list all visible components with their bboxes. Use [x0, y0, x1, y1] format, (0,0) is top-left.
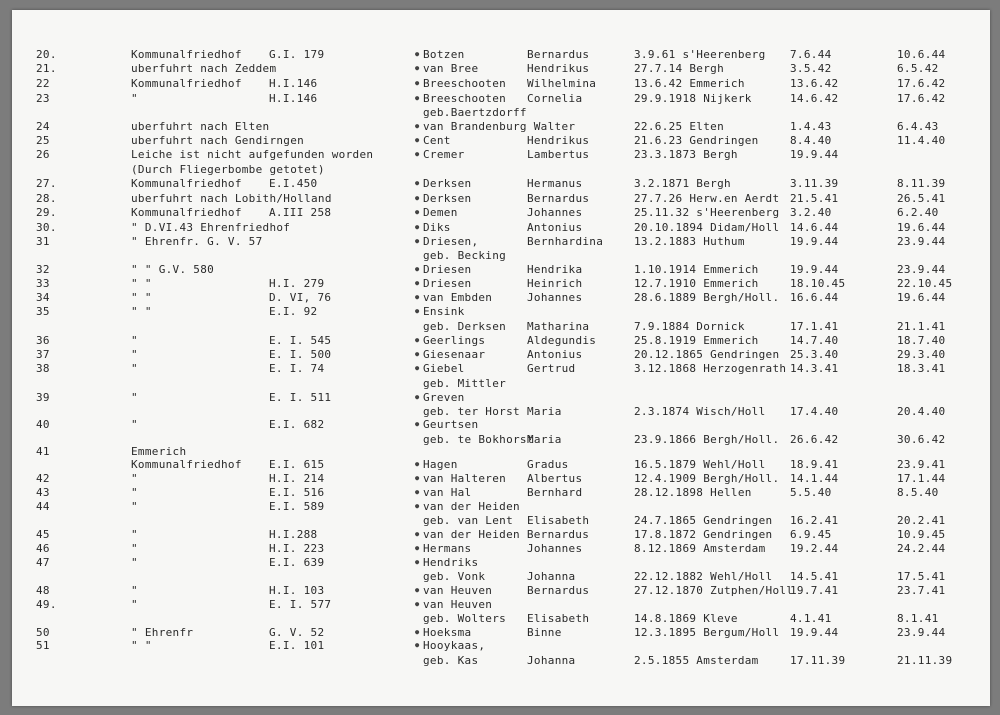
birth-info: 24.7.1865 Gendringen — [634, 514, 773, 527]
birth-info: 22.6.25 Elten — [634, 120, 724, 133]
row-number: 43 — [36, 486, 50, 499]
row-number: 34 — [36, 291, 50, 304]
bullet-mark-icon: ● — [415, 265, 420, 273]
death-date: 19.2.44 — [790, 542, 839, 555]
bullet-mark-icon: ● — [415, 64, 420, 72]
given-name: Gertrud — [527, 362, 576, 375]
given-name: Johannes — [527, 291, 583, 304]
birth-info: 23.3.1873 Bergh — [634, 148, 738, 161]
birth-info: 3.12.1868 Herzogenrath — [634, 362, 787, 375]
bullet-mark-icon: ● — [415, 364, 420, 372]
surname: van der Heiden Bernardus — [423, 528, 590, 541]
surname: geb. Vonk — [423, 570, 486, 583]
bullet-mark-icon: ● — [415, 600, 420, 608]
surname: Hoeksma — [423, 626, 472, 639]
given-name: Gradus — [527, 458, 569, 471]
cemetery-text: Emmerich — [131, 445, 187, 458]
surname: geb. Kas — [423, 654, 479, 667]
surname: van der Heiden — [423, 500, 520, 513]
burial-date: 23.9.44 — [897, 235, 946, 248]
cemetery-text: " — [131, 334, 138, 347]
death-date: 18.10.45 — [790, 277, 846, 290]
given-name: Cornelia — [527, 92, 583, 105]
surname: Hagen — [423, 458, 458, 471]
surname: van Heuven — [423, 584, 493, 597]
birth-info: 3.9.61 s'Heerenberg — [634, 48, 766, 61]
burial-date: 29.3.40 — [897, 348, 946, 361]
surname: Hendriks — [423, 556, 479, 569]
given-name: Bernardus — [527, 48, 590, 61]
bullet-mark-icon: ● — [415, 122, 420, 130]
surname: geb. Wolters — [423, 612, 507, 625]
burial-date: 24.2.44 — [897, 542, 946, 555]
birth-info: 20.12.1865 Gendringen — [634, 348, 780, 361]
burial-date: 11.4.40 — [897, 134, 946, 147]
cemetery-text: " " G.V. 580 — [131, 263, 215, 276]
surname: van Bree — [423, 62, 479, 75]
birth-info: 25.11.32 s'Heerenberg — [634, 206, 780, 219]
cemetery-text: Kommunalfriedhof — [131, 77, 242, 90]
bullet-mark-icon: ● — [415, 350, 420, 358]
surname: Driesen, — [423, 235, 479, 248]
surname: Breeschooten — [423, 77, 507, 90]
given-name: Lambertus — [527, 148, 590, 161]
death-date: 19.7.41 — [790, 584, 839, 597]
grave-location: E.I.450 — [269, 177, 318, 190]
bullet-mark-icon: ● — [415, 336, 420, 344]
burial-date: 23.7.41 — [897, 584, 946, 597]
birth-info: 22.12.1882 Wehl/Holl — [634, 570, 773, 583]
row-number: 39 — [36, 391, 50, 404]
death-date: 7.6.44 — [790, 48, 832, 61]
cemetery-text: " " — [131, 277, 152, 290]
row-number: 25 — [36, 134, 50, 147]
birth-info: 3.2.1871 Bergh — [634, 177, 731, 190]
row-number: 28. — [36, 192, 57, 205]
surname: Driesen — [423, 277, 472, 290]
grave-location: E.I. 589 — [269, 500, 325, 513]
grave-location: E.I. 101 — [269, 639, 325, 652]
surname: Derksen — [423, 177, 472, 190]
cemetery-text: uberfuhrt nach Elten — [131, 120, 270, 133]
given-name: Maria — [527, 433, 562, 446]
given-name: Antonius — [527, 348, 583, 361]
burial-date: 18.3.41 — [897, 362, 946, 375]
burial-date: 30.6.42 — [897, 433, 946, 446]
cemetery-text: (Durch Fliegerbombe getotet) — [131, 163, 325, 176]
surname: Hooykaas, — [423, 639, 486, 652]
grave-location: E. I. 545 — [269, 334, 332, 347]
birth-info: 27.12.1870 Zutphen/Holl — [634, 584, 794, 597]
birth-info: 14.8.1869 Kleve — [634, 612, 738, 625]
death-date: 13.6.42 — [790, 77, 839, 90]
given-name: Hendrika — [527, 263, 583, 276]
death-date: 14.5.41 — [790, 570, 839, 583]
given-name: Johanna — [527, 570, 576, 583]
burial-date: 17.6.42 — [897, 77, 946, 90]
surname: Geurtsen — [423, 418, 479, 431]
surname: Giebel — [423, 362, 465, 375]
bullet-mark-icon: ● — [415, 586, 420, 594]
birth-info: 12.7.1910 Emmerich — [634, 277, 759, 290]
cemetery-text: " — [131, 542, 138, 555]
cemetery-text: Kommunalfriedhof — [131, 48, 242, 61]
death-date: 25.3.40 — [790, 348, 839, 361]
bullet-mark-icon: ● — [415, 558, 420, 566]
surname: Hermans — [423, 542, 472, 555]
bullet-mark-icon: ● — [415, 420, 420, 428]
burial-date: 6.2.40 — [897, 206, 939, 219]
cemetery-text: " — [131, 92, 138, 105]
burial-date: 22.10.45 — [897, 277, 953, 290]
given-name: Elisabeth — [527, 514, 590, 527]
grave-location: E. I. 74 — [269, 362, 325, 375]
cemetery-text: uberfuhrt nach Lobith/Holland — [131, 192, 332, 205]
surname: Geerlings — [423, 334, 486, 347]
bullet-mark-icon: ● — [415, 307, 420, 315]
surname: geb. Mittler — [423, 377, 507, 390]
birth-info: 13.6.42 Emmerich — [634, 77, 745, 90]
surname: Greven — [423, 391, 465, 404]
row-number: 37 — [36, 348, 50, 361]
grave-location: E.I. 615 — [269, 458, 325, 471]
death-date: 18.9.41 — [790, 458, 839, 471]
bullet-mark-icon: ● — [415, 488, 420, 496]
death-date: 14.6.42 — [790, 92, 839, 105]
birth-info: 23.9.1866 Bergh/Holl. — [634, 433, 780, 446]
death-date: 17.11.39 — [790, 654, 846, 667]
birth-info: 12.3.1895 Bergum/Holl — [634, 626, 780, 639]
row-number: 30. — [36, 221, 57, 234]
birth-info: 20.10.1894 Didam/Holl — [634, 221, 780, 234]
birth-info: 2.5.1855 Amsterdam — [634, 654, 759, 667]
row-number: 42 — [36, 472, 50, 485]
row-number: 36 — [36, 334, 50, 347]
death-date: 26.6.42 — [790, 433, 839, 446]
surname: van Embden — [423, 291, 493, 304]
bullet-mark-icon: ● — [415, 79, 420, 87]
cemetery-text: " D.VI.43 Ehrenfriedhof — [131, 221, 291, 234]
surname: geb. Derksen — [423, 320, 507, 333]
death-date: 19.9.44 — [790, 263, 839, 276]
given-name: Matharina — [527, 320, 590, 333]
burial-date: 17.5.41 — [897, 570, 946, 583]
bullet-mark-icon: ● — [415, 150, 420, 158]
birth-info: 12.4.1909 Bergh/Holl. — [634, 472, 780, 485]
bullet-mark-icon: ● — [415, 628, 420, 636]
birth-info: 13.2.1883 Huthum — [634, 235, 745, 248]
cemetery-text: " Ehrenfr — [131, 626, 194, 639]
surname: Driesen — [423, 263, 472, 276]
death-date: 19.9.44 — [790, 235, 839, 248]
burial-date: 17.1.44 — [897, 472, 946, 485]
cemetery-text: " Ehrenfr. G. V. 57 — [131, 235, 263, 248]
bullet-mark-icon: ● — [415, 223, 420, 231]
row-number: 38 — [36, 362, 50, 375]
cemetery-text: " — [131, 418, 138, 431]
burial-date: 10.6.44 — [897, 48, 946, 61]
death-date: 14.1.44 — [790, 472, 839, 485]
grave-location: H.I. 103 — [269, 584, 325, 597]
burial-date: 23.9.44 — [897, 626, 946, 639]
birth-info: 7.9.1884 Dornick — [634, 320, 745, 333]
bullet-mark-icon: ● — [415, 293, 420, 301]
burial-date: 23.9.41 — [897, 458, 946, 471]
death-date: 19.9.44 — [790, 148, 839, 161]
burial-date: 26.5.41 — [897, 192, 946, 205]
bullet-mark-icon: ● — [415, 474, 420, 482]
birth-info: 28.12.1898 Hellen — [634, 486, 752, 499]
burial-date: 19.6.44 — [897, 291, 946, 304]
burial-date: 10.9.45 — [897, 528, 946, 541]
cemetery-text: Leiche ist nicht aufgefunden worden — [131, 148, 374, 161]
grave-location: G.I. 179 — [269, 48, 325, 61]
bullet-mark-icon: ● — [415, 194, 420, 202]
birth-info: 27.7.26 Herw.en Aerdt — [634, 192, 780, 205]
death-date: 19.9.44 — [790, 626, 839, 639]
death-date: 16.6.44 — [790, 291, 839, 304]
row-number: 49. — [36, 598, 57, 611]
burial-date: 8.5.40 — [897, 486, 939, 499]
birth-info: 21.6.23 Gendringen — [634, 134, 759, 147]
cemetery-text: " " — [131, 305, 152, 318]
burial-date: 18.7.40 — [897, 334, 946, 347]
cemetery-text: " — [131, 348, 138, 361]
given-name: Bernardus — [527, 192, 590, 205]
row-number: 44 — [36, 500, 50, 513]
bullet-mark-icon: ● — [415, 530, 420, 538]
cemetery-text: " — [131, 528, 138, 541]
given-name: Johannes — [527, 542, 583, 555]
birth-info: 29.9.1918 Nijkerk — [634, 92, 752, 105]
given-name: Johanna — [527, 654, 576, 667]
burial-date: 8.1.41 — [897, 612, 939, 625]
grave-location: H.I.146 — [269, 77, 318, 90]
grave-location: H.I. 214 — [269, 472, 325, 485]
given-name: Bernhardina — [527, 235, 604, 248]
given-name: Bernardus — [527, 584, 590, 597]
cemetery-text: " — [131, 584, 138, 597]
cemetery-text: uberfuhrt nach Gendirngen — [131, 134, 305, 147]
surname: Cent — [423, 134, 451, 147]
given-name: Antonius — [527, 221, 583, 234]
cemetery-text: " — [131, 486, 138, 499]
row-number: 24 — [36, 120, 50, 133]
row-number: 46 — [36, 542, 50, 555]
given-name: Johannes — [527, 206, 583, 219]
bullet-mark-icon: ● — [415, 393, 420, 401]
burial-date: 6.5.42 — [897, 62, 939, 75]
surname: van Brandenburg Walter — [423, 120, 576, 133]
surname: Cremer — [423, 148, 465, 161]
bullet-mark-icon: ● — [415, 502, 420, 510]
row-number: 50 — [36, 626, 50, 639]
birth-info: 1.10.1914 Emmerich — [634, 263, 759, 276]
given-name: Wilhelmina — [527, 77, 597, 90]
given-name: Binne — [527, 626, 562, 639]
given-name: Heinrich — [527, 277, 583, 290]
grave-location: H.I.146 — [269, 92, 318, 105]
grave-location: H.I. 223 — [269, 542, 325, 555]
cemetery-text: " " — [131, 639, 152, 652]
given-name: Maria — [527, 405, 562, 418]
given-name: Hendrikus — [527, 62, 590, 75]
cemetery-text: Kommunalfriedhof — [131, 206, 242, 219]
grave-location: E. I. 500 — [269, 348, 332, 361]
row-number: 47 — [36, 556, 50, 569]
grave-location: E.I. 682 — [269, 418, 325, 431]
bullet-mark-icon: ● — [415, 136, 420, 144]
cemetery-text: " — [131, 472, 138, 485]
surname: van Halteren — [423, 472, 507, 485]
bullet-mark-icon: ● — [415, 179, 420, 187]
grave-location: E.I. 516 — [269, 486, 325, 499]
given-name: Elisabeth — [527, 612, 590, 625]
surname: Breeschooten — [423, 92, 507, 105]
birth-info: 28.6.1889 Bergh/Holl. — [634, 291, 780, 304]
burial-date: 20.4.40 — [897, 405, 946, 418]
surname: Botzen — [423, 48, 465, 61]
death-date: 16.2.41 — [790, 514, 839, 527]
row-number: 27. — [36, 177, 57, 190]
row-number: 20. — [36, 48, 57, 61]
burial-date: 20.2.41 — [897, 514, 946, 527]
bullet-mark-icon: ● — [415, 208, 420, 216]
burial-date: 21.1.41 — [897, 320, 946, 333]
burial-date: 6.4.43 — [897, 120, 939, 133]
birth-info: 27.7.14 Bergh — [634, 62, 724, 75]
surname: Ensink — [423, 305, 465, 318]
grave-location: H.I. 279 — [269, 277, 325, 290]
death-date: 21.5.41 — [790, 192, 839, 205]
row-number: 32 — [36, 263, 50, 276]
bullet-mark-icon: ● — [415, 237, 420, 245]
grave-location: A.III 258 — [269, 206, 332, 219]
cemetery-text: Kommunalfriedhof — [131, 458, 242, 471]
birth-info: 8.12.1869 Amsterdam — [634, 542, 766, 555]
surname: geb.Baertzdorff — [423, 106, 527, 119]
burial-date: 23.9.44 — [897, 263, 946, 276]
surname: Giesenaar — [423, 348, 486, 361]
bullet-mark-icon: ● — [415, 460, 420, 468]
row-number: 41 — [36, 445, 50, 458]
row-number: 40 — [36, 418, 50, 431]
register-table — [12, 10, 990, 706]
cemetery-text: " — [131, 598, 138, 611]
death-date: 14.7.40 — [790, 334, 839, 347]
surname: Demen — [423, 206, 458, 219]
death-date: 3.5.42 — [790, 62, 832, 75]
row-number: 45 — [36, 528, 50, 541]
cemetery-text: Kommunalfriedhof — [131, 177, 242, 190]
row-number: 29. — [36, 206, 57, 219]
bullet-mark-icon: ● — [415, 279, 420, 287]
death-date: 5.5.40 — [790, 486, 832, 499]
death-date: 4.1.41 — [790, 612, 832, 625]
cemetery-text: uberfuhrt nach Zeddem — [131, 62, 277, 75]
cemetery-text: " — [131, 500, 138, 513]
burial-date: 17.6.42 — [897, 92, 946, 105]
bullet-mark-icon: ● — [415, 641, 420, 649]
given-name: Hendrikus — [527, 134, 590, 147]
row-number: 23 — [36, 92, 50, 105]
grave-location: E.I. 639 — [269, 556, 325, 569]
birth-info: 25.8.1919 Emmerich — [634, 334, 759, 347]
bullet-mark-icon: ● — [415, 50, 420, 58]
surname: van Heuven — [423, 598, 493, 611]
grave-location: H.I.288 — [269, 528, 318, 541]
cemetery-text: " " — [131, 291, 152, 304]
surname: geb. Becking — [423, 249, 507, 262]
cemetery-text: " — [131, 556, 138, 569]
grave-location: E. I. 577 — [269, 598, 332, 611]
surname: Diks — [423, 221, 451, 234]
given-name: Bernhard — [527, 486, 583, 499]
row-number: 26 — [36, 148, 50, 161]
birth-info: 16.5.1879 Wehl/Holl — [634, 458, 766, 471]
burial-date: 21.11.39 — [897, 654, 953, 667]
death-date: 3.2.40 — [790, 206, 832, 219]
row-number: 48 — [36, 584, 50, 597]
death-date: 17.4.40 — [790, 405, 839, 418]
document-page — [12, 10, 990, 706]
given-name: Aldegundis — [527, 334, 597, 347]
death-date: 3.11.39 — [790, 177, 839, 190]
given-name: Hermanus — [527, 177, 583, 190]
row-number: 33 — [36, 277, 50, 290]
death-date: 8.4.40 — [790, 134, 832, 147]
birth-info: 2.3.1874 Wisch/Holl — [634, 405, 766, 418]
birth-info: 17.8.1872 Gendringen — [634, 528, 773, 541]
row-number: 21. — [36, 62, 57, 75]
surname: geb. van Lent — [423, 514, 513, 527]
surname: Derksen — [423, 192, 472, 205]
burial-date: 8.11.39 — [897, 177, 946, 190]
death-date: 1.4.43 — [790, 120, 832, 133]
cemetery-text: " — [131, 391, 138, 404]
row-number: 22 — [36, 77, 50, 90]
row-number: 31 — [36, 235, 50, 248]
death-date: 17.1.41 — [790, 320, 839, 333]
cemetery-text: " — [131, 362, 138, 375]
death-date: 14.6.44 — [790, 221, 839, 234]
surname: geb. ter Horst — [423, 405, 520, 418]
row-number: 35 — [36, 305, 50, 318]
bullet-mark-icon: ● — [415, 94, 420, 102]
given-name: Albertus — [527, 472, 583, 485]
row-number: 51 — [36, 639, 50, 652]
death-date: 14.3.41 — [790, 362, 839, 375]
grave-location: E. I. 511 — [269, 391, 332, 404]
bullet-mark-icon: ● — [415, 544, 420, 552]
grave-location: G. V. 52 — [269, 626, 325, 639]
grave-location: D. VI, 76 — [269, 291, 332, 304]
surname: geb. te Bokhorst — [423, 433, 534, 446]
death-date: 6.9.45 — [790, 528, 832, 541]
grave-location: E.I. 92 — [269, 305, 318, 318]
burial-date: 19.6.44 — [897, 221, 946, 234]
surname: van Hal — [423, 486, 472, 499]
